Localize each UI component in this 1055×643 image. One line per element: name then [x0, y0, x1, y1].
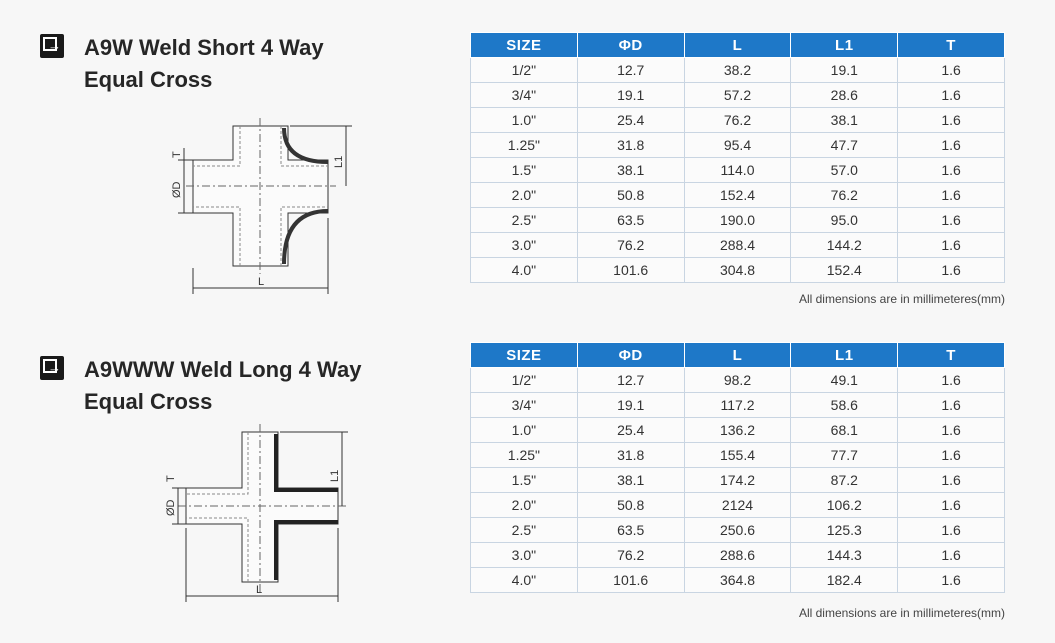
table-cell: 31.8	[577, 133, 684, 158]
table-cell: 1.6	[898, 393, 1005, 418]
table-cell: 1/2"	[471, 368, 578, 393]
column-header: ΦD	[577, 33, 684, 58]
table-cell: 1.6	[898, 418, 1005, 443]
table-cell: 174.2	[684, 468, 791, 493]
table-cell: 106.2	[791, 493, 898, 518]
table-cell: 19.1	[577, 83, 684, 108]
table-cell: 125.3	[791, 518, 898, 543]
table-cell: 1.5"	[471, 468, 578, 493]
table-cell: 4.0"	[471, 568, 578, 593]
table-cell: 1.6	[898, 368, 1005, 393]
spec-table	[470, 342, 1005, 593]
column-header: T	[898, 33, 1005, 58]
l-dimension-label: L	[258, 276, 265, 288]
table-cell: 77.7	[791, 443, 898, 468]
table-cell: 19.1	[791, 58, 898, 83]
column-header: L	[684, 33, 791, 58]
table-cell: 50.8	[577, 183, 684, 208]
table-cell: 2.5"	[471, 208, 578, 233]
table-cell: 50.8	[577, 493, 684, 518]
table-cell: 1.6	[898, 58, 1005, 83]
column-header: T	[898, 343, 1005, 368]
table-row	[471, 418, 1005, 443]
table-cell: 155.4	[684, 443, 791, 468]
table-cell: 12.7	[577, 368, 684, 393]
table-cell: 1.6	[898, 158, 1005, 183]
table-row	[471, 493, 1005, 518]
table-cell: 49.1	[791, 368, 898, 393]
table-cell: 38.2	[684, 58, 791, 83]
table-cell: 1.6	[898, 518, 1005, 543]
table-cell: 1.6	[898, 568, 1005, 593]
table-cell: 87.2	[791, 468, 898, 493]
table-cell: 117.2	[684, 393, 791, 418]
arrow-box-icon: →	[40, 34, 64, 58]
table-cell: 3.0"	[471, 233, 578, 258]
l1-dimension-label: L1	[333, 155, 345, 168]
table-row	[471, 393, 1005, 418]
column-header: L	[684, 343, 791, 368]
technical-drawing	[158, 118, 358, 296]
table-cell: 190.0	[684, 208, 791, 233]
table-cell: 1.6	[898, 493, 1005, 518]
table-cell: 1.6	[898, 258, 1005, 283]
table-cell: 31.8	[577, 443, 684, 468]
table-cell: 25.4	[577, 108, 684, 133]
table-cell: 250.6	[684, 518, 791, 543]
units-note: All dimensions are in millimeteres(mm)	[798, 292, 1005, 306]
table-cell: 136.2	[684, 418, 791, 443]
product-section-long-cross	[0, 322, 1055, 643]
table-cell: 98.2	[684, 368, 791, 393]
table-row	[471, 543, 1005, 568]
column-header: SIZE	[471, 33, 578, 58]
table-cell: 3/4"	[471, 393, 578, 418]
table-cell: 364.8	[684, 568, 791, 593]
product-title: A9W Weld Short 4 Way Equal Cross	[84, 35, 324, 92]
table-cell: 76.2	[684, 108, 791, 133]
arrow-box-icon: →	[40, 356, 64, 380]
table-cell: 1/2"	[471, 58, 578, 83]
table-cell: 1.5"	[471, 158, 578, 183]
table-cell: 2.0"	[471, 493, 578, 518]
table-cell: 1.6	[898, 183, 1005, 208]
table-cell: 57.0	[791, 158, 898, 183]
table-cell: 19.1	[577, 393, 684, 418]
table-cell: 1.6	[898, 133, 1005, 158]
product-title: A9WWW Weld Long 4 Way Equal Cross	[84, 357, 362, 414]
table-cell: 38.1	[577, 468, 684, 493]
table-cell: 1.0"	[471, 418, 578, 443]
table-cell: 1.0"	[471, 108, 578, 133]
table-cell: 101.6	[577, 258, 684, 283]
table-cell: 68.1	[791, 418, 898, 443]
units-note: All dimensions are in millimeteres(mm)	[798, 606, 1005, 620]
table-cell: 38.1	[791, 108, 898, 133]
table-row	[471, 133, 1005, 158]
table-row	[471, 108, 1005, 133]
l1-dimension-label: L1	[329, 469, 341, 482]
table-cell: 144.2	[791, 233, 898, 258]
table-cell: 76.2	[791, 183, 898, 208]
table-cell: 152.4	[684, 183, 791, 208]
table-cell: 3.0"	[471, 543, 578, 568]
l-dimension-label: L	[256, 584, 263, 596]
table-cell: 2.5"	[471, 518, 578, 543]
spec-table	[470, 32, 1005, 283]
t-dimension-label: T	[165, 475, 177, 482]
table-row	[471, 233, 1005, 258]
column-header: L1	[791, 33, 898, 58]
column-header: SIZE	[471, 343, 578, 368]
table-cell: 57.2	[684, 83, 791, 108]
table-row	[471, 58, 1005, 83]
table-row	[471, 568, 1005, 593]
table-cell: 1.6	[898, 543, 1005, 568]
table-cell: 3/4"	[471, 83, 578, 108]
table-cell: 47.7	[791, 133, 898, 158]
table-cell: 144.3	[791, 543, 898, 568]
table-row	[471, 158, 1005, 183]
technical-drawing	[158, 424, 358, 602]
table-row	[471, 258, 1005, 283]
table-cell: 63.5	[577, 208, 684, 233]
table-cell: 288.4	[684, 233, 791, 258]
table-row	[471, 83, 1005, 108]
table-cell: 288.6	[684, 543, 791, 568]
table-cell: 101.6	[577, 568, 684, 593]
column-header: L1	[791, 343, 898, 368]
table-cell: 76.2	[577, 543, 684, 568]
table-cell: 152.4	[791, 258, 898, 283]
table-row	[471, 468, 1005, 493]
table-cell: 4.0"	[471, 258, 578, 283]
table-cell: 182.4	[791, 568, 898, 593]
table-cell: 25.4	[577, 418, 684, 443]
table-cell: 1.6	[898, 233, 1005, 258]
table-cell: 63.5	[577, 518, 684, 543]
table-row	[471, 443, 1005, 468]
table-cell: 1.25"	[471, 133, 578, 158]
table-cell: 76.2	[577, 233, 684, 258]
t-dimension-label: T	[171, 151, 183, 158]
table-cell: 95.0	[791, 208, 898, 233]
table-cell: 95.4	[684, 133, 791, 158]
table-row	[471, 368, 1005, 393]
table-cell: 28.6	[791, 83, 898, 108]
table-cell: 2.0"	[471, 183, 578, 208]
table-row	[471, 518, 1005, 543]
table-row	[471, 183, 1005, 208]
table-cell: 1.6	[898, 468, 1005, 493]
od-dimension-label: ØD	[171, 181, 183, 198]
table-cell: 304.8	[684, 258, 791, 283]
table-cell: 12.7	[577, 58, 684, 83]
table-cell: 38.1	[577, 158, 684, 183]
table-cell: 1.6	[898, 208, 1005, 233]
column-header: ΦD	[577, 343, 684, 368]
table-cell: 58.6	[791, 393, 898, 418]
table-cell: 1.6	[898, 443, 1005, 468]
table-row	[471, 208, 1005, 233]
table-cell: 114.0	[684, 158, 791, 183]
od-dimension-label: ØD	[165, 499, 177, 516]
table-cell: 2124	[684, 493, 791, 518]
table-cell: 1.6	[898, 108, 1005, 133]
table-cell: 1.6	[898, 83, 1005, 108]
table-cell: 1.25"	[471, 443, 578, 468]
